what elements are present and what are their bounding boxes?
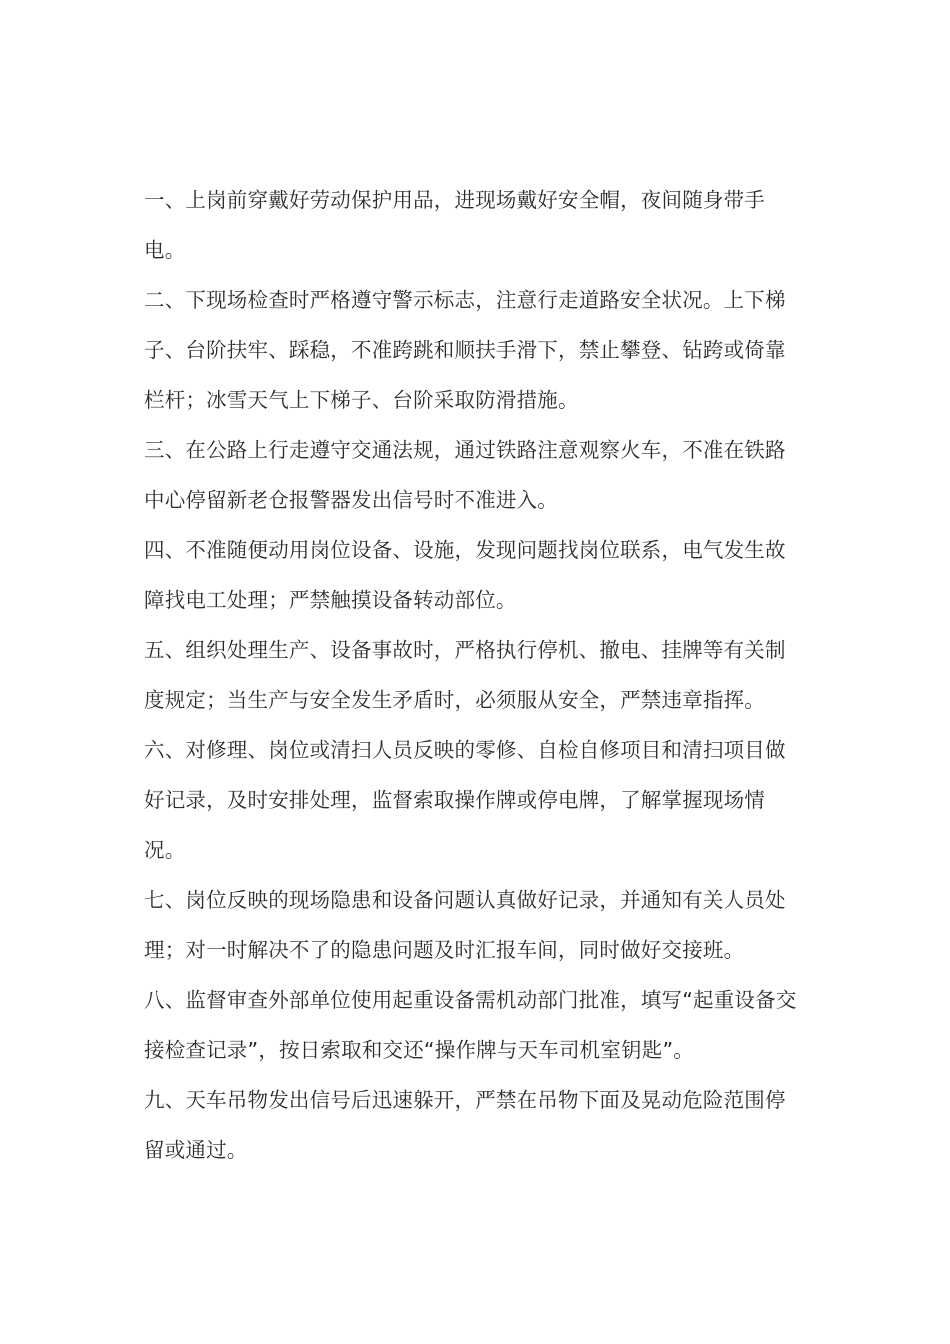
paragraph-3: 三、在公路上行走遵守交通法规，通过铁路注意观察火车，不准在铁路中心停留新老仓报警器发出信号时不准进入。 xyxy=(144,438,786,512)
paragraph-6: 六、对修理、岗位或清扫人员反映的零修、自检自修项目和清扫项目做好记录，及时安排处理，监督索取操作牌或停电牌，了解掌握现场情况。 xyxy=(144,738,786,862)
paragraph-2: 二、下现场检查时严格遵守警示标志，注意行走道路安全状况。上下梯子、台阶扶牢、踩稳，不准跨跳和顺扶手滑下，禁止攀登、钻跨或倚靠栏杆；冰雪天气上下梯子、台阶采取防滑措施。 xyxy=(144,288,786,412)
paragraph-1: 一、上岗前穿戴好劳动保护用品，进现场戴好安全帽，夜间随身带手电。 xyxy=(144,188,765,262)
paragraph-9: 九、天车吊物发出信号后迅速躲开，严禁在吊物下面及晃动危险范围停留或通过。 xyxy=(144,1088,786,1162)
paragraph-7: 七、岗位反映的现场隐患和设备问题认真做好记录，并通知有关人员处理；对一时解决不了的隐患问题及时汇报车间，同时做好交接班。 xyxy=(144,888,786,962)
paragraph-5: 五、组织处理生产、设备事故时，严格执行停机、撤电、挂牌等有关制度规定；当生产与安全发生矛盾时，必须服从安全，严禁违章指挥。 xyxy=(144,638,786,712)
document-body xyxy=(144,175,804,1175)
paragraph-8: 八、监督审查外部单位使用起重设备需机动部门批准，填写“起重设备交接检查记录”，按日索取和交还“操作牌与天车司机室钥匙”。 xyxy=(144,988,797,1062)
paragraph-4: 四、不准随便动用岗位设备、设施，发现问题找岗位联系，电气发生故障找电工处理；严禁触摸设备转动部位。 xyxy=(144,538,786,612)
